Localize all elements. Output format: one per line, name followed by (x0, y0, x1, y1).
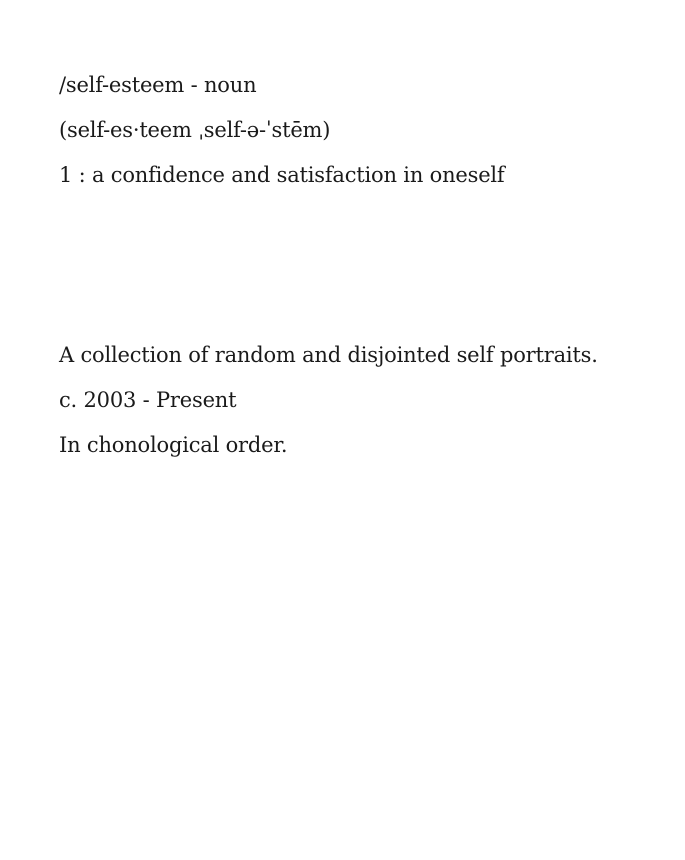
order-note: In chonological order. (59, 433, 288, 457)
collection-summary: A collection of random and disjointed self portraits. (59, 343, 598, 367)
headword: /self-esteem - noun (59, 73, 257, 97)
dictionary-definition (59, 72, 505, 188)
pronunciation: (self-es·teem ˌself-ə-ˈstēm) (59, 118, 331, 142)
date-range: c. 2003 - Present (59, 388, 237, 412)
collection-description (59, 342, 598, 458)
definition-text: 1 : a confidence and satisfaction in oneself (59, 163, 505, 187)
